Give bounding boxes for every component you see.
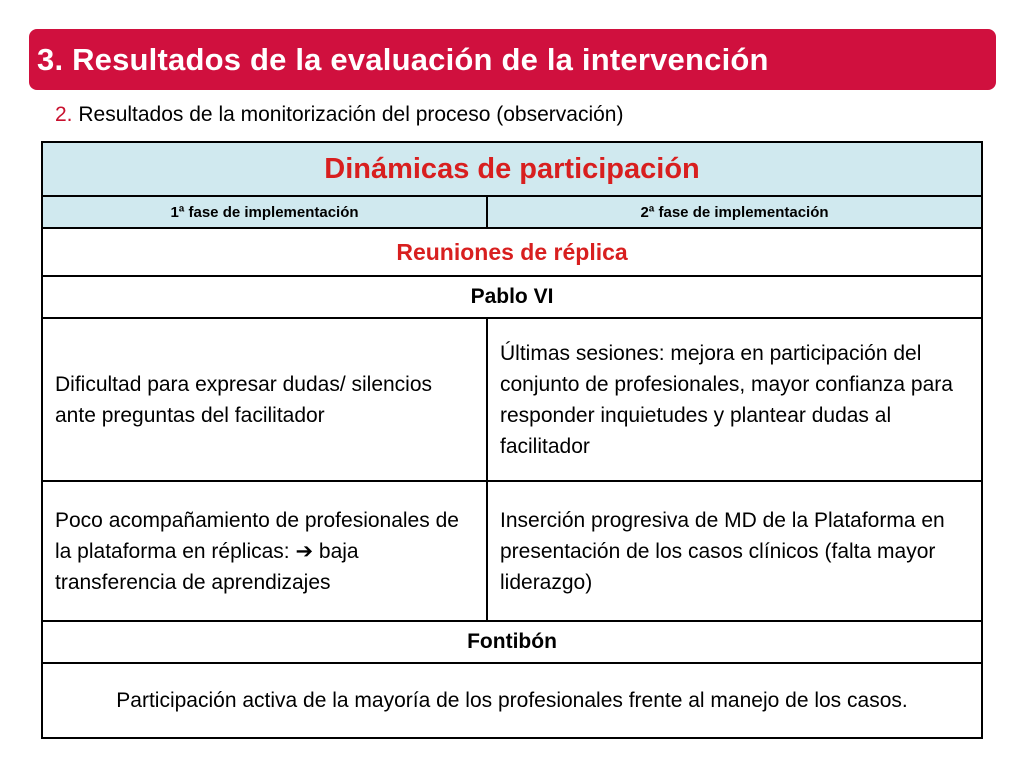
title-bar bbox=[29, 29, 996, 90]
group-row-fontibon bbox=[42, 621, 982, 663]
slide-title: 3. Resultados de la evaluación de la intervención bbox=[37, 41, 769, 77]
fontibon-cell: Participación activa de la mayoría de los profesionales frente al manejo de los casos. bbox=[42, 663, 982, 738]
participation-table bbox=[41, 141, 983, 739]
phase-2-cell: Últimas sesiones: mejora en participación del conjunto de profesionales, mayor confianza para responder inquietudes y plantear dudas al facilitador bbox=[487, 318, 982, 481]
table-row bbox=[42, 481, 982, 621]
table-row bbox=[42, 318, 982, 481]
subtitle-number: 2. bbox=[55, 103, 73, 126]
phase-1-header: 1ª fase de implementación bbox=[42, 196, 487, 228]
group-label-pablo-vi: Pablo VI bbox=[42, 276, 982, 318]
section-label: Reuniones de réplica bbox=[42, 228, 982, 276]
subtitle bbox=[55, 103, 623, 127]
phase-2-header: 2ª fase de implementación bbox=[487, 196, 982, 228]
group-label-fontibon: Fontibón bbox=[42, 621, 982, 663]
subtitle-text: Resultados de la monitorización del proceso (observación) bbox=[72, 103, 624, 126]
table-title-row bbox=[42, 142, 982, 196]
section-row bbox=[42, 228, 982, 276]
group-row-pablo-vi bbox=[42, 276, 982, 318]
table-title: Dinámicas de participación bbox=[42, 142, 982, 196]
phase-2-cell: Inserción progresiva de MD de la Plataforma en presentación de los casos clínicos (falta mayor liderazgo) bbox=[487, 481, 982, 621]
phase-1-cell: Poco acompañamiento de profesionales de la plataforma en réplicas: ➔ baja transferencia de aprendizajes bbox=[42, 481, 487, 621]
phase-1-cell: Dificultad para expresar dudas/ silencios ante preguntas del facilitador bbox=[42, 318, 487, 481]
table-row bbox=[42, 663, 982, 738]
phase-header-row bbox=[42, 196, 982, 228]
